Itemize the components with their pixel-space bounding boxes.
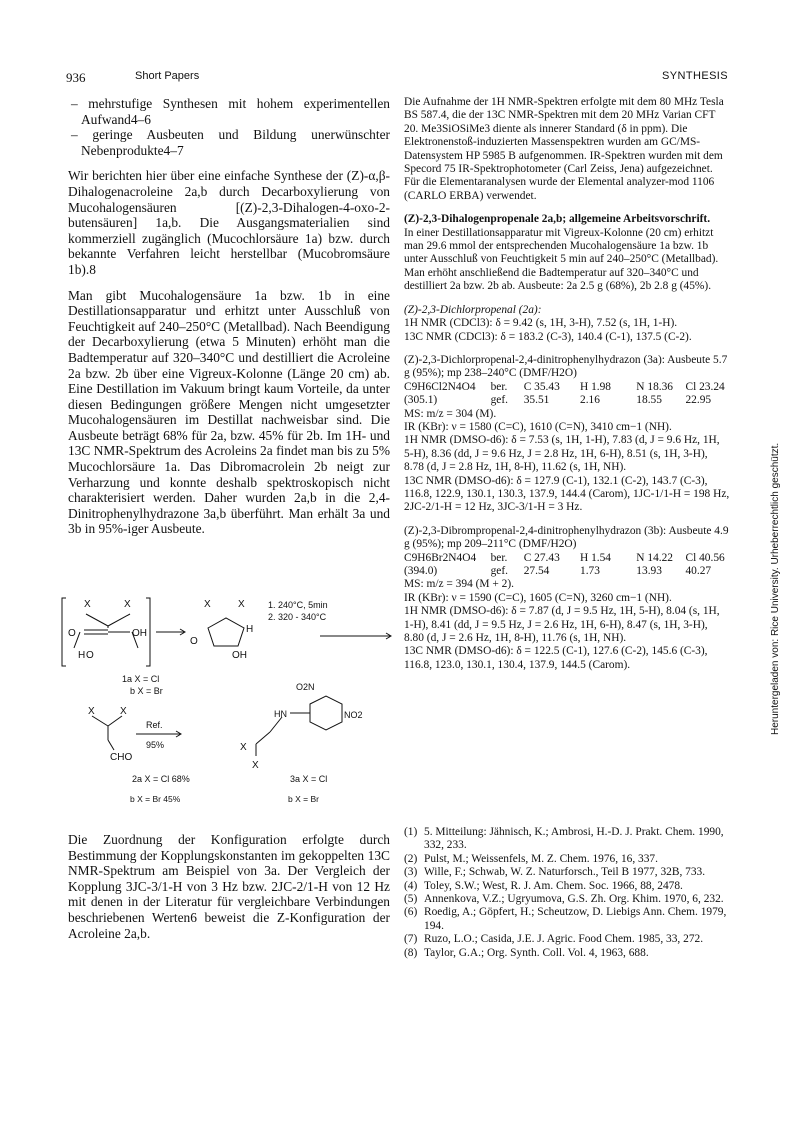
analysis-row — [404, 394, 730, 407]
benzene-ring — [310, 696, 342, 730]
analysis-row — [404, 565, 730, 578]
analysis-cell: C9H6Br2N4O4 — [404, 551, 477, 564]
compound-3a-hnmr: 1H NMR (DMSO-d6): δ = 7.53 (s, 1H, 1-H), 7.83 (d, J = 9.6 Hz, 1H, 5-H), 8.36 (dd, J = 9.6 Hz, J = 2.8 Hz, 1H, 6-H), 8.51 (s, 1H, 3-H), 8.78 (d, J = 2.8 Hz, 1H, 8-H), 11.62 (s, 1H, NH). — [404, 434, 720, 474]
analysis-cell: N 14.22 — [636, 551, 673, 564]
analysis-cell: C9H6Cl2N4O4 — [404, 380, 476, 393]
reference-item — [404, 947, 730, 960]
analysis-cell: 2.16 — [580, 394, 600, 407]
reference-text: Annenkova, V.Z.; Ugryumova, G.S. Zh. Org. Khim. 1970, 6, 232. — [424, 893, 724, 906]
ref-label: Ref. — [146, 720, 163, 730]
reference-item — [404, 933, 730, 946]
x-label: X — [240, 742, 247, 753]
bullet-2: – geringe Ausbeuten und Bildung unerwünschter Nebenprodukte4–7 — [71, 127, 390, 158]
compound-3b-ir: IR (KBr): ν = 1590 (C=C), 1605 (C=N), 3260 cm−1 (NH). — [404, 591, 672, 604]
oh-label: OH — [232, 650, 247, 661]
no2-label: NO2 — [344, 710, 363, 720]
analysis-cell: N 18.36 — [636, 380, 673, 393]
analysis-cell: ber. — [490, 380, 508, 393]
paragraph-configuration: Die Zuordnung der Konfiguration erfolgte durch Bestimmung der Kopplungskonstanten im gekoppelten 13C NMR-Spektrum am Beispiel von 3a. Der Vergleich der Kopplung 3JC-3/1-H von 3 Hz bzw. 2JC-2/1-H von 12 Hz mit denen in der Literatur für vergleichbare Verbindungen beschriebenen Werten6 beweist die Z-Konfiguration der Acroleine 2a,b. — [68, 832, 390, 941]
compound-2a-cnmr: 13C NMR (CDCl3): δ = 183.2 (C-3), 140.4 (C-1), 137.5 (C-2). — [404, 330, 692, 343]
reference-number: (7) — [404, 933, 418, 946]
x-label: X — [204, 599, 211, 610]
reference-item — [404, 880, 730, 893]
analysis-cell: 35.51 — [523, 394, 550, 407]
reference-text: Roedig, A.; Göpfert, H.; Scheutzow, D. Liebigs Ann. Chem. 1979, 194. — [424, 906, 727, 932]
h-label: H — [246, 624, 254, 635]
bond — [270, 717, 282, 732]
reference-text: Wille, F.; Schwab, W. Z. Naturforsch., Teil B 1977, 32B, 733. — [424, 866, 706, 879]
x-label: X — [252, 760, 259, 771]
x-label: X — [88, 706, 95, 717]
analysis-cell: C 35.43 — [523, 380, 560, 393]
o-label: O — [68, 628, 76, 639]
compound-3b-title: (Z)-2,3-Dibrompropenal-2,4-dinitrophenylhydrazon (3b): Ausbeute 4.9 g (95%); mp 209–211°C (DMF/H2O) — [404, 524, 729, 551]
compound-3b-hnmr: 1H NMR (DMSO-d6): δ = 7.87 (d, J = 9.5 Hz, 1H, 5-H), 8.04 (s, 1H, 1-H), 8.41 (dd, J = 9.5 Hz, J = 2.6 Hz, 1H, 6-H), 8.47 (s, 1H, 3-H), 8.80 (d, J = 2.6 Hz, 1H, 8-H), 11.76 (s, 1H, NH). — [404, 605, 720, 645]
x-label: X — [124, 599, 131, 610]
compound-2a-hnmr: 1H NMR (CDCl3): δ = 9.42 (s, 1H, 3-H), 7.52 (s, 1H, 1-H). — [404, 317, 678, 330]
compound-2a-title: (Z)-2,3-Dichlorpropenal (2a): — [404, 303, 542, 316]
analysis-cell: 27.54 — [523, 565, 550, 577]
compound-3a-title: (Z)-2,3-Dichlorpropenal-2,4-dinitrophenylhydrazon (3a): Ausbeute 5.7 g (95%); mp 238–240°C (DMF/H2O) — [404, 353, 728, 380]
h-label: H — [78, 650, 86, 661]
procedure-text: In einer Destillationsapparatur mit Vigreux-Kolonne (20 cm) erhitzt man 29.6 mmol der entsprechenden Mucohalogensäure 1a bzw. 1b unter Ausschluß von Feuchtigkeit 5 min auf 240–250°C (Metallbad). Man erhöht anschließend die Badtemperatur auf 320–340°C und destilliert 2a bzw. 2b ab. Ausbeute: 2a 2.5 g (68%), 2b 2.8 g (45%). — [404, 226, 719, 293]
paragraph-method: Man gibt Mucohalogensäure 1a bzw. 1b in eine Destillationsapparatur und erhitzt unter Ausschluß von Feuchtigkeit auf 240–250°C (Metallbad). Nach Beendigung der Decarboxylierung (etwa 5 Minuten) erhöht man die Badtemperatur auf 320–340°C und destilliert die Acroleine 2a bzw. 2b über eine Vigreux-Kolonne (Länge 20 cm) ab. Eine Destillation im Vakuum bringt kaum Vorteile, da unter diesen Bedingungen größere Mengen nicht umgesetzter Mucohalogensäuren im Destillat nachweisbar sind. Die Ausbeute beträgt 68% für 2a, bzw. 45% für 2b. Im 1H- und 13C NMR-Spektrum des Acroleins 2a findet man bis zu 5% Mucochlorsäure 1a. Das Dibromacrolein 2b neigt zur Verharzung und konnte deshalb spektroskopisch nicht charakterisiert werden. Daher wurden 2a,b in die 2,4-Dinitrophenylhydrazone 3a,b überführt. Man erhält 3a und 3b in 95%-iger Ausbeute. — [68, 287, 390, 537]
o-label: O — [190, 636, 198, 647]
section-title: Short Papers — [135, 70, 200, 82]
page-number: 936 — [66, 70, 86, 85]
label-1a: 1a X = Cl — [122, 674, 160, 684]
oh-label: OH — [132, 628, 147, 639]
reference-item — [404, 826, 730, 853]
label-2b: b X = Br 45% — [130, 794, 181, 804]
analysis-cell: (305.1) — [404, 394, 438, 407]
label-3b: b X = Br — [288, 794, 319, 804]
references-list — [404, 826, 730, 960]
condition-2: 2. 320 - 340°C — [268, 612, 327, 622]
analysis-cell: gef. — [490, 565, 508, 577]
analysis-row — [404, 381, 730, 394]
reference-text: Pulst, M.; Weissenfels, M. Z. Chem. 1976, 16, 337. — [424, 852, 658, 865]
bond — [108, 716, 122, 726]
bullet-1: – mehrstufige Synthesen mit hohem experimentellen Aufwand4–6 — [71, 96, 390, 127]
analysis-cell: ber. — [490, 551, 508, 564]
cho-label: CHO — [110, 752, 133, 763]
bracket-left — [62, 598, 66, 666]
label-3a: 3a X = Cl — [290, 774, 328, 784]
analysis-row — [404, 552, 730, 565]
analysis-cell: Cl 23.24 — [685, 380, 725, 393]
paragraph-instruments: Die Aufnahme der 1H NMR-Spektren erfolgte mit dem 80 MHz Tesla BS 587.4, die der 13C NMR-Spektren mit dem 20 MHz Varian CFT 20. Me3SiOSiMe3 diente als innerer Standard (δ in ppm). Die Elektronenstoß-induzierten Massenspektren wurden am GC/MS-Datensystem HP 5985 B aufgenommen. IR-Spektren wurden mit dem Specord 75 IR-Spektrophotometer (Carl Zeiss, Jena) aufgezeichnet. Für die Elementaranalysen wurde der Elemental analyzer-mod 1106 (CARLO ERBA) verwendet. — [404, 96, 724, 202]
left-column — [68, 96, 390, 537]
x-label: X — [120, 706, 127, 717]
analysis-cell: Cl 40.56 — [685, 551, 725, 564]
reference-text: 5. Mitteilung: Jähnisch, K.; Ambrosi, H.-D. J. Prakt. Chem. 1990, 332, 233. — [424, 826, 724, 852]
procedure-heading: (Z)-2,3-Dihalogenpropenale 2a,b; allgemeine Arbeitsvorschrift. — [404, 213, 711, 226]
paragraph-intro: Wir berichten hier über eine einfache Synthese der (Z)-α,β-Dihalogenacroleine 2a,b durch Decarboxylierung von Mucohalogensäuren [(Z)-2,3-Dihalogen-4-oxo-2-butensäuren] 1a,b. Die Ausgangsmaterialien sind kommerziell zugänglich (Mucochlorsäure 1a) bzw. durch bekannte Verfahren leicht herstellbar (Mucobromsäure 1b).8 — [68, 168, 390, 277]
reference-number: (4) — [404, 879, 418, 892]
left-column-bottom — [68, 832, 390, 941]
journal-title: SYNTHESIS — [662, 70, 728, 82]
reference-number: (2) — [404, 852, 418, 865]
hn-label: HN — [274, 709, 287, 719]
right-column — [404, 96, 730, 672]
reference-number: (6) — [404, 906, 418, 919]
analysis-cell: 18.55 — [636, 394, 662, 407]
reference-item — [404, 853, 730, 866]
reference-number: (5) — [404, 893, 418, 906]
compound-3a-ms: MS: m/z = 304 (M). — [404, 407, 497, 420]
analysis-cell: C 27.43 — [523, 551, 560, 564]
analysis-cell: (394.0) — [404, 565, 438, 577]
bond — [92, 716, 108, 726]
compound-3b-ms: MS: m/z = 394 (M + 2). — [404, 578, 514, 591]
scheme-labels-b — [130, 794, 410, 804]
reference-number: (3) — [404, 866, 418, 879]
analysis-cell: 1.73 — [580, 565, 600, 577]
reference-item — [404, 866, 730, 879]
analysis-cell: 22.95 — [685, 394, 712, 407]
analysis-cell: H 1.54 — [580, 551, 612, 564]
reference-item — [404, 893, 730, 906]
reaction-scheme — [60, 592, 400, 792]
o2n-label: O2N — [296, 682, 315, 692]
download-notice: Heruntergeladen von: Rice University. Urheberrechtlich geschützt. — [770, 442, 781, 735]
reference-number: (1) — [404, 826, 418, 838]
o-label: O — [86, 650, 94, 661]
bond — [108, 614, 130, 626]
reference-text: Toley, S.W.; West, R. J. Am. Chem. Soc. 1966, 88, 2478. — [424, 879, 683, 892]
x-label: X — [84, 599, 91, 610]
compound-3b-cnmr: 13C NMR (DMSO-d6): δ = 122.5 (C-1), 127.6 (C-2), 145.6 (C-3), 116.8, 123.0, 130.1, 130.4, 137.9, 144.5 (Carom). — [404, 645, 708, 671]
label-2a: 2a X = Cl 68% — [132, 774, 190, 784]
bond — [86, 614, 108, 626]
reference-number: (8) — [404, 946, 418, 959]
bond — [256, 732, 270, 744]
compound-3a-cnmr: 13C NMR (DMSO-d6): δ = 127.9 (C-1), 132.1 (C-2), 143.7 (C-3), 116.8, 122.9, 130.1, 130.3, 137.9, 144.4 (Carom), 1JC-1/1-H = 198 Hz, 2JC-2/1-H = 12 Hz, 3JC-3/1-H = 3 Hz. — [404, 474, 730, 514]
x-label: X — [238, 599, 245, 610]
condition-1: 1. 240°C, 5min — [268, 600, 328, 610]
reference-text: Ruzo, L.O.; Casida, J.E. J. Agric. Food Chem. 1985, 33, 272. — [424, 933, 704, 946]
analysis-cell: gef. — [490, 394, 508, 407]
analysis-cell: 13.93 — [636, 565, 662, 577]
label-1b: b X = Br — [130, 686, 163, 696]
compound-3a-ir: IR (KBr): ν = 1580 (C=C), 1610 (C=N), 3410 cm−1 (NH). — [404, 420, 672, 433]
bond — [108, 740, 114, 750]
reference-text: Taylor, G.A.; Org. Synth. Coll. Vol. 4, 1963, 688. — [424, 946, 649, 959]
analysis-cell: H 1.98 — [580, 380, 612, 393]
yield-label: 95% — [146, 740, 165, 750]
analysis-cell: 40.27 — [685, 565, 712, 577]
furanone-ring — [208, 618, 244, 646]
reference-item — [404, 906, 730, 933]
